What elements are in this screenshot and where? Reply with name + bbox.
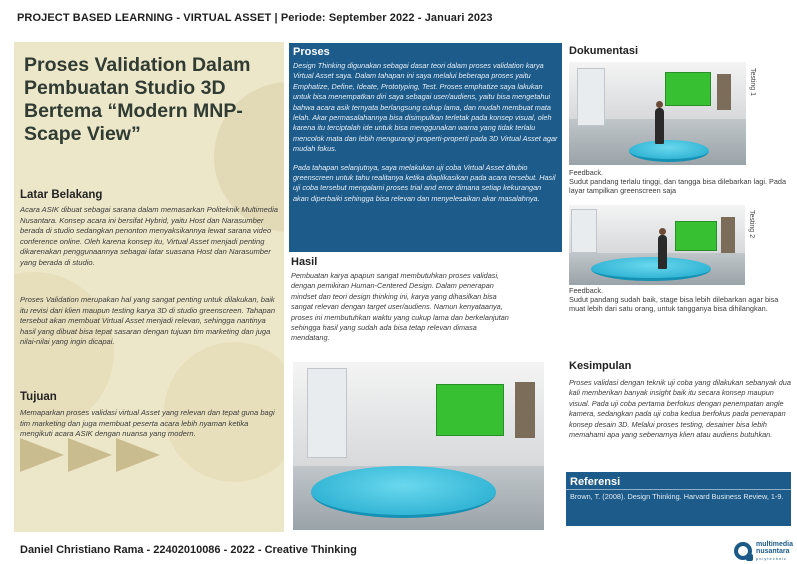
latar-belakang-paragraph-2: Proses Validation merupakan hal yang sangat penting untuk dilakukan, baik itu revisi dari klien maupun testing karya 3D di studio greenscreen. Tahapan tersebut akan membuat Virtual Asset menjadi relevan, sehingga nantinya hasil yang dibuat bisa tepat sasaran dengan tujuan tim marketing dan juga nilai-nilai yang ingin dicapai.: [20, 295, 276, 347]
proses-paragraph-1: Design Thinking digunakan sebagai dasar teori dalam proses validation karya Virtual Asset saya. Dalam tahapan ini saya melalui beberapa proses yaitu Emphatize, Define, Ideate, Prototyping, Test. Proses emphatize saya lakukan untuk bisa menempatkan diri saya sebagai user/audiens, yaitu bisa mengetahui bahwa acara asik ternyata berlangsung cukup lama, dan mudah membuat mata lelah. Akar permasalahannya bisa disimpulkan terletak pada konsep visual, oleh karena itu terciptalah ide untuk bisa menggunakan warna yang tidak terlalu mencolok mata dan lebih mengurangi properti-properti pada 3D Virtual Asset agar mudah fokus.: [293, 61, 558, 154]
referensi-text: Brown, T. (2008). Design Thinking. Harvard Business Review, 1-9.: [570, 492, 784, 501]
round-stage: [629, 140, 709, 162]
poster-footer: [0, 536, 797, 564]
kesimpulan-heading: Kesimpulan: [569, 360, 632, 372]
signage-panel: [577, 68, 605, 126]
kesimpulan-text: Proses validasi dengan teknik uji coba yang dilakukan sebanyak dua kali memberikan banyak insight baik itu secara konsep maupun visual. Pada uji coba pertama berfokus dengan penempatan angle kamera, sedangkan pada uji coba kedua berfokus pada penerapan konsep desain 3D. Melalui proses testing, desainer bisa lebih memahami apa yang sebenarnya klien atau audiens butuhkan.: [569, 378, 791, 440]
testing-2-photo: [569, 205, 745, 285]
greenscreen-display: [436, 384, 504, 436]
tujuan-heading: Tujuan: [20, 391, 57, 403]
hasil-heading: Hasil: [291, 256, 318, 268]
institution-logo: [734, 538, 793, 564]
logo-icon: [734, 542, 752, 560]
tujuan-text: Memaparkan proses validasi virtual Asset yang relevan dan tepat guna bagi tim marketing dan juga membuat peserta acara lebih nyaman ketika mengikuti acara ASIK dengan nuansa yang modern.: [20, 408, 275, 439]
hasil-render-image: [293, 362, 544, 530]
divider: [566, 489, 791, 490]
dokumentasi-heading: Dokumentasi: [569, 45, 639, 57]
arrow-icon: [20, 438, 64, 472]
logo-line-3: polytechnic: [756, 555, 788, 561]
referensi-heading: Referensi: [570, 476, 621, 488]
hasil-text: Pembuatan karya apapun sangat membutuhkan proses validasi, dengan pemikiran Human-Centered Design. Dalam penerapan mindset dan teori design thinking ini, karya yang dihasilkan bisa sangat relevan dengan target user/audiens. Namun kenyataanya, proses ini membutuhkan waktu yang cukup lama dan berkelanjutan sehingga hasil yang sudah ada bisa tetap relevan dimasa mendatang.: [291, 271, 509, 343]
referensi-section: [566, 472, 791, 526]
logo-line-2: nusantara: [756, 547, 790, 555]
testing-2-label: Testing 2: [748, 210, 755, 239]
latar-belakang-heading: Latar Belakang: [20, 189, 103, 201]
latar-belakang-paragraph-1: Acara ASIK dibuat sebagai sarana dalam memasarkan Politeknik Multimedia Nusantara. Konsep acara ini bersifat Hybrid, yaitu Host dan Narasumber berada di studio sedangkan penonton menyaksikannya lewat sarana video conference online. Oleh karena konsep itu, Virtual Asset menjadi penting dikarenakan penggunaannya sebagai latar suasana Host dan Narasumber yang berada di studio.: [20, 205, 279, 267]
proses-paragraph-2: Pada tahapan selanjutnya, saya melakukan uji coba Virtual Asset ditubio greenscreen untuk tahu realitanya ketika diaplikasikan pada acara tersebut. Hasil uji coba tersebut mengalami proses trial and error dimana setiap kekurangan akan diperbaiki sehingga bisa relevan dan menyelesaikan akar masalahnya.: [293, 162, 556, 203]
host-person: [655, 108, 664, 144]
feedback-1-label: Feedback.: [569, 168, 604, 177]
acoustic-panel: [721, 217, 735, 253]
signage-panel: [307, 368, 347, 458]
round-stage: [311, 466, 496, 518]
arrow-icon: [68, 438, 112, 472]
feedback-2-label: Feedback.: [569, 286, 604, 295]
greenscreen-display: [665, 72, 711, 106]
decorative-arrows: [20, 438, 160, 472]
testing-1-photo: [569, 62, 746, 165]
greenscreen-display: [675, 221, 717, 251]
testing-1-label: Testing 1: [749, 68, 756, 97]
left-panel: [14, 42, 284, 532]
header-title: PROJECT BASED LEARNING - VIRTUAL ASSET | Periode: September 2022 - Januari 2023: [17, 12, 493, 24]
feedback-1-text: Sudut pandang terlalu tinggi, dan tangga bisa dilebarkan lagi. Pada layar tampilkan greenscreen saja: [569, 177, 787, 196]
logo-line-1: multimedia: [756, 540, 793, 548]
acoustic-panel: [515, 382, 535, 438]
logo-text: [756, 541, 793, 562]
round-stage: [591, 257, 711, 281]
poster-header: [0, 0, 797, 40]
signage-panel: [571, 209, 597, 253]
proses-section: [289, 43, 562, 252]
feedback-2-text: Sudut pandang sudah baik, stage bisa lebih dilebarkan agar bisa muat lebih dari satu orang, untuk tangganya bisa dihilangkan.: [569, 295, 779, 314]
acoustic-panel: [717, 74, 731, 110]
poster-title: Proses Validation Dalam Pembuatan Studio 3D Bertema “Modern MNP-Scape View”: [24, 54, 251, 145]
proses-heading: Proses: [293, 46, 330, 58]
host-person: [658, 235, 667, 269]
author-info: Daniel Christiano Rama - 22402010086 - 2022 - Creative Thinking: [20, 544, 357, 556]
arrow-icon: [116, 438, 160, 472]
